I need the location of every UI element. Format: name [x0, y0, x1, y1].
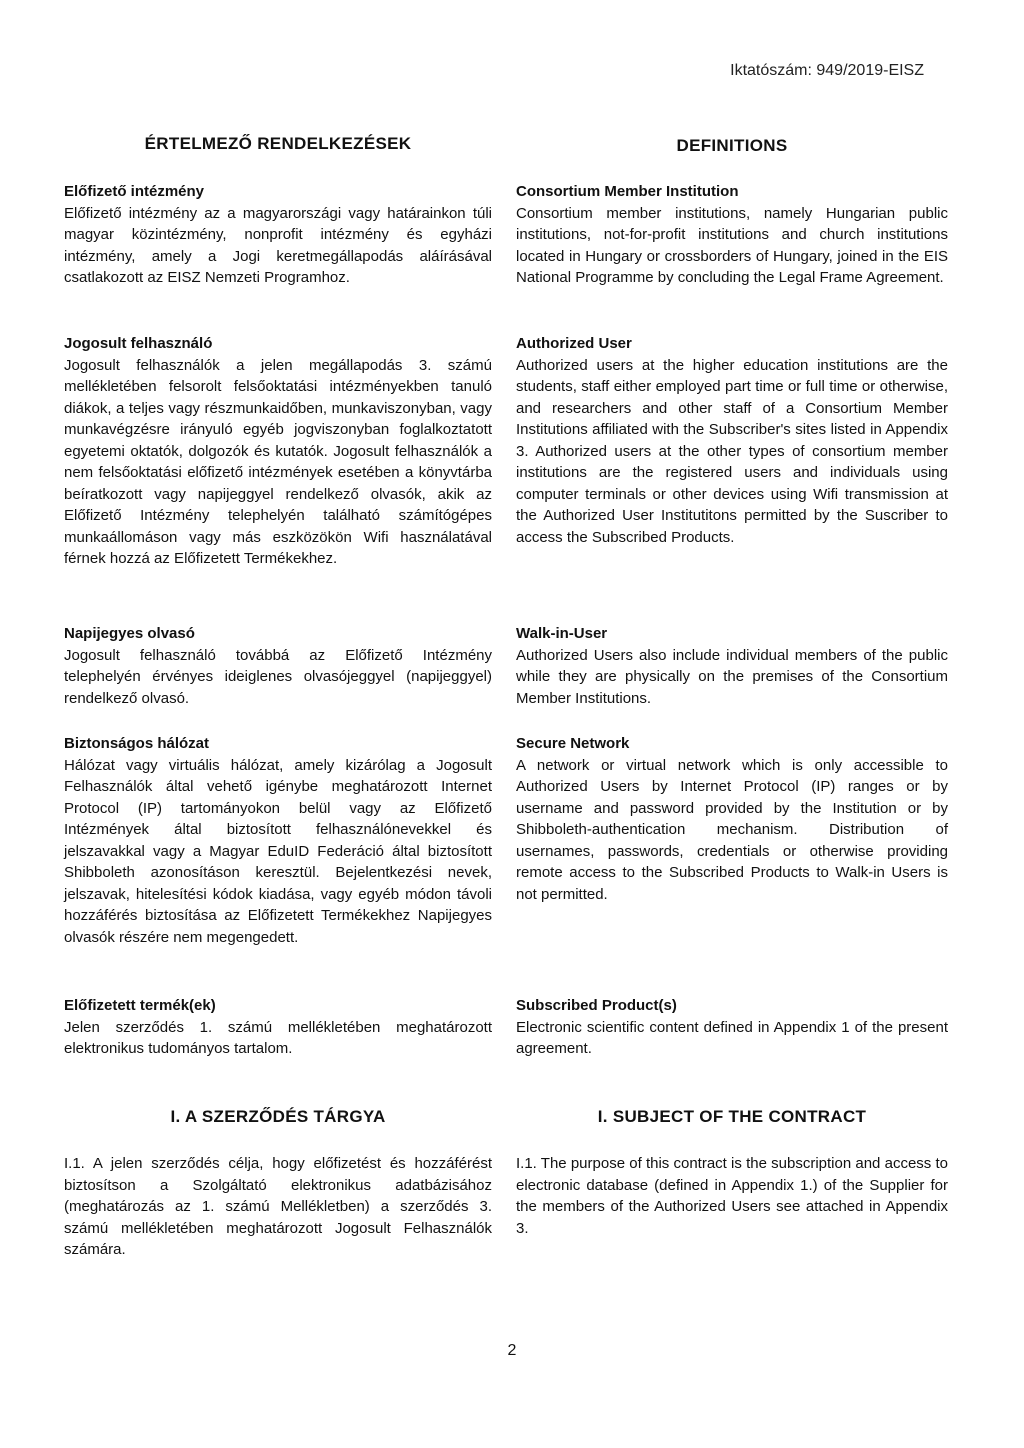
def-text: Electronic scientific content defined in Appendix 1 of the present agreement.: [516, 1018, 948, 1057]
def-hu-0: [64, 181, 492, 289]
heading-definitions-en: DEFINITIONS: [676, 136, 788, 155]
def-hu-1: [64, 333, 492, 570]
clause-hu: [64, 1153, 492, 1261]
def-hu-4: [64, 995, 492, 1060]
def-en-3: [516, 733, 948, 905]
def-en-1: [516, 333, 948, 548]
def-term: Jogosult felhasználó: [64, 335, 213, 352]
def-text: Authorized Users also include individual members of the public while they are physically on the premises of the Consortium Member Institutions.: [516, 646, 948, 707]
page-number: 2: [507, 1342, 517, 1359]
def-term: Walk-in-User: [516, 625, 608, 642]
def-text: Authorized users at the higher education institutions are the students, staff either employed part time or full time or otherwise, and researchers and other staff of a Consortium Member Institutions affiliated with the Subscriber's sites listed in Appendix 3. Authorized users at the other types of consortium member institutions are the registered users and individuals using computer terminals or other devices using Wifi transmission at the Authorized User Institutitons permitted by the Suscriber to access the Subscribed Products.: [516, 356, 948, 546]
def-text: Hálózat vagy virtuális hálózat, amely kizárólag a Jogosult Felhasználók által vehető igénybe meghatározott Internet Protocol (IP) tartományokon belül vagy az Előfizető Intézmények által biztosított felhasználónevekkel és jelszavakkal vagy a Magyar EduID Federáció által biztosított Shibboleth azonosításon keresztül. Bejelentkezési nevek, jelszavak, hitelesítési kódok kiadása, vagy egyéb módon távoli hozzáférés biztosítása az Előfizetett Termékekhez Napijegyes olvasók részére nem megengedett.: [64, 756, 492, 946]
def-text: A network or virtual network which is only accessible to Authorized Users by Internet Protocol (IP) ranges or by username and password provided by the Institution or by Shibboleth-authentication mechanism. Distribution of usernames, passwords, credentials or otherwise providing remote access to the Subscribed Products to Walk-in Users is not permitted.: [516, 756, 948, 903]
def-text: Jelen szerződés 1. számú mellékletében meghatározott elektronikus tudományos tartalom.: [64, 1018, 492, 1057]
def-en-0: [516, 181, 948, 289]
clause-number: I.1.: [516, 1155, 537, 1172]
def-term: Authorized User: [516, 335, 632, 352]
def-hu-3: [64, 733, 492, 948]
def-term: Biztonságos hálózat: [64, 735, 210, 752]
heading-subject-hu: I. A SZERZŐDÉS TÁRGYA: [170, 1107, 386, 1126]
def-text: Jogosult felhasználó továbbá az Előfizető Intézmény telephelyén érvényes ideiglenes olvasójeggyel (napijeggyel) rendelkező olvasó.: [64, 646, 492, 707]
registration-number: Iktatószám: 949/2019-EISZ: [730, 62, 924, 79]
clause-en: [516, 1153, 948, 1239]
def-term: Napijegyes olvasó: [64, 625, 195, 642]
def-en-4: [516, 995, 948, 1060]
heading-definitions-hu: ÉRTELMEZŐ RENDELKEZÉSEK: [144, 134, 412, 153]
def-text: Előfizető intézmény az a magyarországi vagy határainkon túli magyar közintézmény, nonprofit intézmény és egyházi intézmény, amely a Jogi keretmegállapodás aláírásával csatlakozott az EISZ Nemzeti Programhoz.: [64, 204, 492, 286]
clause-number: I.1.: [64, 1155, 85, 1172]
def-term: Előfizetett termék(ek): [64, 997, 216, 1014]
def-text: Consortium member institutions, namely Hungarian public institutions, not-for-profit institutions and church institutions located in Hungary or crossborders of Hungary, joined in the EIS National Programme by concluding the Legal Frame Agreement.: [516, 204, 948, 286]
clause-text: A jelen szerződés célja, hogy előfizetést és hozzáférést biztosítson a Szolgáltató elektronikus adatbázisához (meghatározás az 1. számú Mellékletben) a szerződés 3. számú mellékletében meghatározott Jogosult Felhasználók számára.: [64, 1155, 493, 1258]
def-term: Secure Network: [516, 735, 630, 752]
def-term: Subscribed Product(s): [516, 997, 677, 1014]
heading-subject-en: I. SUBJECT OF THE CONTRACT: [597, 1107, 867, 1126]
def-term: Consortium Member Institution: [516, 183, 739, 200]
clause-text: The purpose of this contract is the subscription and access to electronic database (defined in Appendix 1.) of the Supplier for the members of the Authorized Users see attached in Appendix 3.: [516, 1155, 948, 1237]
def-text: Jogosult felhasználók a jelen megállapodás 3. számú mellékletében felsorolt felsőoktatási intézményekben tanuló diákok, a teljes vagy részmunkaidőben, munkaviszonyban, vagy munkavégzésre irányuló egyéb jogviszonyban foglalkoztatott egyetemi oktatók, dolgozók és kutatók. Jogosult felhasználók a nem felsőoktatási előfizető intézmények esetében a könyvtárba beíratkozott vagy napijeggyel rendelkező olvasók, akik az Előfizető Intézmény telephelyén található számítógépes munkaállomáson vagy más eszközökön Wifi használatával férnek hozzá az Előfizetett Termékekhez.: [64, 356, 492, 567]
def-term: Előfizető intézmény: [64, 183, 205, 200]
def-hu-2: [64, 623, 492, 709]
def-en-2: [516, 623, 948, 709]
